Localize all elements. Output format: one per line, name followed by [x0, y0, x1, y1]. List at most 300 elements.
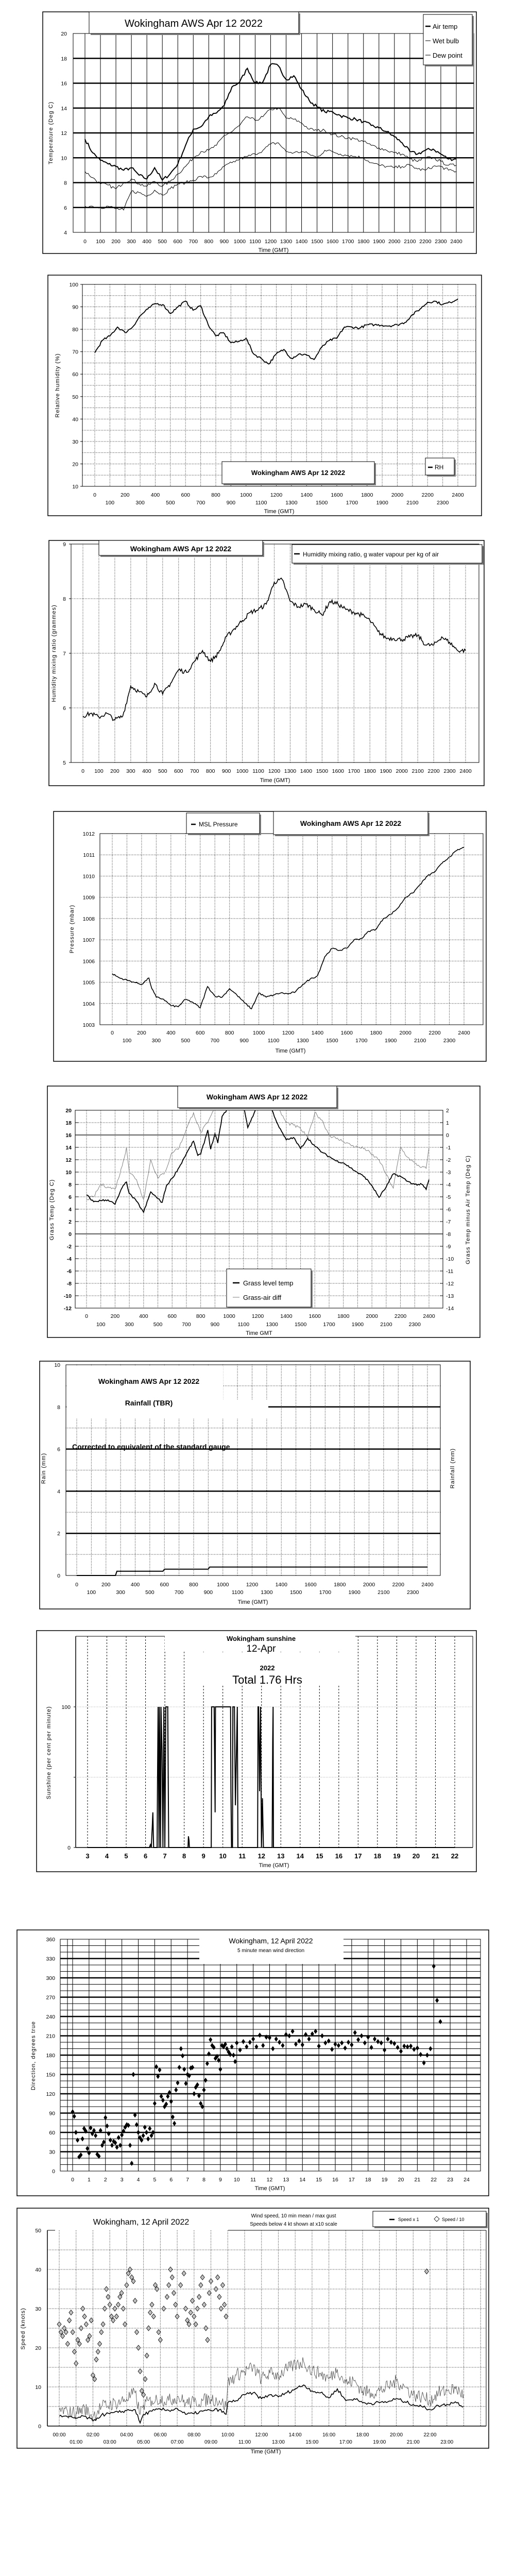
x-tick-label: 1000 [240, 492, 252, 498]
x-tick-label: 400 [166, 1030, 176, 1036]
x-tick-label: 3 [85, 1852, 90, 1860]
x-tick-label: 0 [83, 239, 87, 245]
y-right-tick-label: -7 [446, 1219, 451, 1225]
chart-date: 12-Apr [246, 1643, 276, 1654]
x-tick-label: 1200 [264, 239, 277, 245]
x-tick-label: 400 [142, 768, 151, 774]
y-tick-label: 180 [46, 2053, 55, 2059]
x-tick-label: 1900 [385, 1038, 397, 1044]
x-tick-label: 6 [169, 2177, 173, 2183]
y-tick-label: 6 [64, 205, 67, 211]
x-tick-label: 1100 [237, 1321, 250, 1328]
grass-temperature-chart [47, 1086, 480, 1337]
x-tick-label: 2100 [411, 768, 424, 774]
y-tick-label: 360 [46, 1937, 55, 1943]
x-tick-label: 300 [126, 768, 135, 774]
x-tick-label: 8 [182, 1852, 186, 1860]
y-tick-label: 270 [46, 1994, 55, 2001]
x-tick-label: 22 [431, 2177, 437, 2183]
x-tick-label: 13:00 [271, 2439, 285, 2445]
x-tick-label: 2000 [366, 1313, 378, 1319]
x-tick-label: 18:00 [356, 2432, 369, 2438]
x-tick-label: 1500 [311, 239, 323, 245]
y-axis-label: Pressure (mbar) [69, 904, 75, 954]
chart-title: Wokingham AWS Apr 12 2022 [98, 1377, 200, 1385]
chart-title: Wokingham AWS Apr 12 2022 [206, 1093, 308, 1101]
y-right-tick-label: -6 [446, 1207, 451, 1213]
y-tick-label: 6 [68, 1194, 72, 1200]
y-tick-label: 18 [61, 56, 67, 62]
x-tick-label: 2200 [421, 492, 434, 498]
y-tick-label: 2 [68, 1219, 72, 1225]
x-tick-label: 400 [139, 1313, 148, 1319]
x-axis-label: Time (GMT) [259, 1862, 289, 1869]
x-tick-label: 21 [414, 2177, 421, 2183]
y-tick-label: 20 [65, 1108, 72, 1114]
chart-annotation: Corrected to equivalent of the standard gauge [72, 1443, 230, 1451]
x-tick-label: 500 [153, 1321, 163, 1328]
x-tick-label: 200 [111, 239, 121, 245]
y-tick-label: 1009 [82, 894, 95, 901]
x-tick-label: 4 [136, 2177, 140, 2183]
x-tick-label: 2400 [459, 768, 472, 774]
x-tick-label: 6 [143, 1852, 148, 1860]
x-tick-label: 20 [412, 1852, 420, 1860]
y-tick-label: 10 [54, 1362, 60, 1368]
y-tick-label: 8 [68, 1182, 72, 1188]
x-tick-label: 400 [130, 1582, 140, 1588]
y-tick-label: 9 [63, 541, 66, 548]
x-tick-label: 300 [125, 1321, 134, 1328]
chart-title: Wokingham, 12 April 2022 [93, 2218, 190, 2227]
x-tick-label: 700 [210, 1038, 219, 1044]
x-axis-label: Time (GMT) [254, 2185, 285, 2192]
x-tick-label: 2000 [396, 768, 408, 774]
x-tick-label: 24 [464, 2177, 470, 2183]
x-tick-label: 06:00 [153, 2432, 167, 2438]
y-axis-label: Relative humidity (%) [55, 353, 61, 418]
x-tick-label: 1300 [285, 500, 298, 506]
y-tick-label: 100 [61, 1704, 71, 1710]
x-tick-label: 21:00 [406, 2439, 420, 2445]
x-tick-label: 700 [174, 1589, 184, 1596]
x-axis-label: Time GMT [246, 1330, 272, 1336]
y-tick-label: 14 [65, 1145, 72, 1151]
x-tick-label: 11 [250, 2177, 256, 2183]
y-tick-label: 30 [72, 438, 78, 445]
x-tick-label: 2100 [380, 1321, 392, 1328]
y-tick-label: -8 [66, 1281, 72, 1287]
x-tick-label: 1600 [326, 239, 339, 245]
x-tick-label: 1900 [376, 500, 388, 506]
x-tick-label: 100 [87, 1589, 96, 1596]
y-tick-label: 1003 [82, 1022, 95, 1028]
y-tick-label: 8 [57, 1404, 60, 1411]
y-tick-label: -6 [66, 1268, 72, 1275]
x-tick-label: 11:00 [238, 2439, 251, 2445]
x-tick-label: 1000 [223, 1313, 235, 1319]
x-tick-label: 200 [110, 768, 119, 774]
x-tick-label: 14 [296, 1852, 304, 1860]
y-right-tick-label: -12 [446, 1281, 454, 1287]
x-tick-label: 1200 [251, 1313, 264, 1319]
x-tick-label: 600 [167, 1313, 177, 1319]
x-tick-label: 1400 [311, 1030, 324, 1036]
x-tick-label: 0 [85, 1313, 88, 1319]
y-tick-label: 20 [35, 2345, 41, 2351]
x-tick-label: 800 [205, 768, 215, 774]
y-right-axis-label: Grass Temp minus Air Temp (Deg C) [465, 1155, 471, 1264]
y-right-tick-label: 1 [446, 1120, 449, 1126]
x-tick-label: 0 [111, 1030, 114, 1036]
y-right-tick-label: -11 [446, 1268, 454, 1275]
x-tick-label: 1100 [255, 500, 267, 506]
x-tick-label: 4 [105, 1852, 109, 1860]
x-tick-label: 300 [127, 239, 136, 245]
x-tick-label: 18 [365, 2177, 371, 2183]
legend-label: Grass-air diff [243, 1294, 282, 1301]
x-tick-label: 1200 [282, 1030, 295, 1036]
x-tick-label: 14 [299, 2177, 306, 2183]
y-axis-label: Speed (knots) [20, 2308, 26, 2350]
x-tick-label: 1000 [236, 768, 249, 774]
temperature-chart [43, 12, 476, 253]
x-tick-label: 2400 [452, 492, 464, 498]
y-right-tick-label: -8 [446, 1231, 451, 1238]
x-tick-label: 17 [349, 2177, 355, 2183]
x-tick-label: 1400 [275, 1582, 287, 1588]
x-tick-label: 0 [75, 1582, 78, 1588]
y-right-tick-label: -14 [446, 1306, 454, 1312]
legend-label: Humidity mixing ratio, g water vapour per kg of air [303, 551, 439, 558]
x-tick-label: 16 [332, 2177, 338, 2183]
y-tick-label: 50 [35, 2228, 41, 2234]
x-tick-label: 9 [218, 2177, 222, 2183]
x-tick-label: 04:00 [120, 2432, 133, 2438]
x-tick-label: 300 [151, 1038, 161, 1044]
mixing-ratio-chart [49, 540, 484, 786]
y-tick-label: 4 [57, 1488, 60, 1495]
y-tick-label: 30 [49, 2149, 55, 2156]
x-tick-label: 2300 [443, 768, 456, 774]
x-tick-label: 700 [188, 239, 198, 245]
chart-subtitle: Rainfall (TBR) [125, 1399, 173, 1407]
y-tick-label: 7 [63, 651, 66, 657]
wind-speed-chart [17, 2208, 489, 2455]
y-tick-label: 70 [72, 349, 78, 355]
x-tick-label: 0 [93, 492, 96, 498]
legend-label: Dew point [433, 52, 462, 59]
x-tick-label: 10 [219, 1852, 227, 1860]
x-tick-label: 12 [258, 1852, 265, 1860]
x-tick-label: 200 [120, 492, 130, 498]
legend-label: RH [435, 464, 444, 471]
x-tick-label: 19 [381, 2177, 388, 2183]
y-tick-label: 0 [38, 2424, 41, 2430]
rainfall-chart [40, 1361, 470, 1609]
x-tick-label: 900 [219, 239, 229, 245]
chart-subtitle: Speeds below 4 kt shown at x10 scale [250, 2222, 337, 2227]
y-tick-label: 1008 [82, 916, 95, 922]
x-tick-label: 1700 [346, 500, 358, 506]
x-tick-label: 2100 [377, 1589, 390, 1596]
y-tick-label: 6 [63, 705, 66, 711]
x-tick-label: 19:00 [373, 2439, 386, 2445]
pressure-chart [54, 811, 486, 1061]
x-tick-label: 1400 [295, 239, 308, 245]
x-tick-label: 900 [239, 1038, 249, 1044]
legend-label: Speed x 1 [398, 2217, 419, 2222]
legend-label: Wet bulb [433, 37, 459, 45]
y-tick-label: 10 [72, 484, 78, 490]
x-tick-label: 100 [94, 768, 104, 774]
x-tick-label: 08:00 [187, 2432, 201, 2438]
x-tick-label: 13 [277, 1852, 285, 1860]
y-tick-label: 10 [65, 1170, 72, 1176]
y-tick-label: 12 [61, 130, 67, 137]
x-tick-label: 1400 [300, 768, 313, 774]
x-tick-label: 1500 [294, 1321, 307, 1328]
y-tick-label: 150 [46, 2072, 55, 2078]
x-tick-label: 20 [398, 2177, 404, 2183]
x-tick-label: 400 [142, 239, 151, 245]
y-tick-label: 10 [35, 2384, 41, 2391]
y-tick-label: 60 [49, 2130, 55, 2136]
y-tick-label: 20 [72, 461, 78, 468]
x-tick-label: 0 [81, 768, 84, 774]
y-tick-label: 6 [57, 1446, 60, 1453]
x-tick-label: 2400 [458, 1030, 470, 1036]
x-tick-label: 14:00 [288, 2432, 302, 2438]
x-tick-label: 23:00 [440, 2439, 454, 2445]
x-tick-label: 1300 [297, 1038, 309, 1044]
x-tick-label: 600 [174, 768, 183, 774]
x-tick-label: 1300 [280, 239, 293, 245]
chart-subtitle: 5 minute mean wind direction [237, 1948, 305, 1954]
x-tick-label: 1000 [233, 239, 246, 245]
y-right-tick-label: -9 [446, 1244, 451, 1250]
x-tick-label: 800 [189, 1582, 198, 1588]
y-right-tick-label: 0 [446, 1132, 449, 1139]
x-tick-label: 22 [451, 1852, 459, 1860]
y-axis-label: Sunshine (per cent per minute) [46, 1706, 52, 1800]
x-tick-label: 05:00 [137, 2439, 150, 2445]
x-tick-label: 100 [122, 1038, 132, 1044]
x-tick-label: 900 [210, 1321, 220, 1328]
x-tick-label: 3 [120, 2177, 124, 2183]
x-tick-label: 03:00 [103, 2439, 116, 2445]
x-tick-label: 500 [158, 768, 167, 774]
x-tick-label: 23 [447, 2177, 453, 2183]
y-tick-label: -4 [66, 1256, 72, 1262]
y-tick-label: 4 [68, 1207, 72, 1213]
y-right-tick-label: -2 [446, 1157, 451, 1163]
x-tick-label: 200 [137, 1030, 146, 1036]
x-tick-label: 1800 [361, 492, 373, 498]
x-tick-label: 600 [195, 1030, 205, 1036]
chart-title: Wokingham sunshine [226, 1635, 296, 1642]
x-tick-label: 2100 [406, 500, 419, 506]
x-tick-label: 2200 [427, 768, 440, 774]
x-tick-label: 1900 [373, 239, 385, 245]
x-tick-label: 1700 [355, 1038, 368, 1044]
x-tick-label: 1000 [217, 1582, 229, 1588]
x-tick-label: 0 [71, 2177, 74, 2183]
sunshine-chart [37, 1631, 476, 1872]
x-tick-label: 1800 [337, 1313, 350, 1319]
x-tick-label: 700 [190, 768, 199, 774]
x-tick-label: 1300 [266, 1321, 278, 1328]
x-tick-label: 5 [153, 2177, 157, 2183]
x-tick-label: 1500 [316, 768, 329, 774]
x-tick-label: 800 [225, 1030, 234, 1036]
y-tick-label: 1004 [82, 1001, 95, 1007]
sunshine-total: Total 1.76 Hrs [232, 1673, 302, 1686]
y-tick-label: 1010 [82, 873, 95, 880]
x-tick-label: 17:00 [339, 2439, 352, 2445]
x-tick-label: 13 [283, 2177, 289, 2183]
y-right-tick-label: -4 [446, 1182, 451, 1188]
x-tick-label: 15 [316, 1852, 323, 1860]
y-tick-label: 20 [61, 31, 67, 37]
x-tick-label: 09:00 [204, 2439, 218, 2445]
y-tick-label: 80 [72, 327, 78, 333]
y-right-tick-label: 2 [446, 1108, 449, 1114]
x-tick-label: 2300 [408, 1321, 421, 1328]
y-tick-label: 120 [46, 2091, 55, 2097]
legend-label: MSL Pressure [199, 821, 238, 828]
x-tick-label: 1700 [323, 1321, 335, 1328]
y-axis-label: Humidity mixing ratio (grammes) [51, 604, 57, 702]
y-tick-label: 300 [46, 1975, 55, 1981]
y-tick-label: 12 [65, 1157, 72, 1163]
x-tick-label: 1800 [364, 768, 376, 774]
y-axis-label: Direction, degrees true [30, 2021, 37, 2091]
x-tick-label: 02:00 [86, 2432, 99, 2438]
y-tick-label: 90 [72, 304, 78, 311]
y-tick-label: 60 [72, 371, 78, 378]
y-tick-label: 1007 [82, 937, 95, 944]
x-tick-label: 1 [87, 2177, 91, 2183]
x-tick-label: 1500 [289, 1589, 302, 1596]
chart-title: Wokingham AWS Apr 12 2022 [251, 469, 346, 477]
x-tick-label: 800 [196, 1313, 205, 1319]
x-tick-label: 15 [316, 2177, 322, 2183]
y-right-tick-label: -10 [446, 1256, 454, 1262]
y-right-axis-label: Rainfall (mm) [450, 1448, 456, 1489]
y-tick-label: 16 [61, 80, 67, 87]
x-tick-label: 500 [145, 1589, 154, 1596]
y-tick-label: 8 [63, 596, 66, 602]
chart-year: 2022 [260, 1664, 275, 1672]
x-tick-label: 2300 [436, 500, 449, 506]
x-tick-label: 1400 [280, 1313, 293, 1319]
legend-label: Speed / 10 [442, 2217, 465, 2222]
x-tick-label: 07:00 [170, 2439, 184, 2445]
x-tick-label: 2000 [388, 239, 401, 245]
x-tick-label: 5 [124, 1852, 128, 1860]
x-tick-label: 12:00 [255, 2432, 268, 2438]
y-tick-label: 10 [61, 155, 67, 162]
x-tick-label: 2200 [419, 239, 432, 245]
x-tick-label: 1300 [284, 768, 297, 774]
x-tick-label: 20:00 [390, 2432, 403, 2438]
y-tick-label: 1012 [82, 831, 95, 837]
x-tick-label: 300 [135, 500, 145, 506]
x-tick-label: 8 [202, 2177, 205, 2183]
x-tick-label: 2400 [450, 239, 462, 245]
y-tick-label: -2 [66, 1244, 72, 1250]
y-tick-label: -10 [63, 1293, 72, 1299]
x-tick-label: 600 [173, 239, 183, 245]
x-tick-label: 00:00 [53, 2432, 66, 2438]
x-tick-label: 1200 [268, 768, 281, 774]
x-tick-label: 1600 [308, 1313, 321, 1319]
x-tick-label: 12 [266, 2177, 273, 2183]
x-tick-label: 1100 [249, 239, 261, 245]
y-tick-label: 0 [57, 1573, 60, 1579]
x-tick-label: 2100 [404, 239, 416, 245]
y-tick-label: 0 [68, 1231, 72, 1238]
x-axis-label: Time (GMT) [260, 777, 290, 784]
wind-direction-chart [17, 1930, 489, 2196]
x-tick-label: 7 [163, 1852, 167, 1860]
x-tick-label: 300 [116, 1589, 125, 1596]
x-axis-label: Time (GMT) [264, 509, 295, 515]
y-tick-label: 14 [61, 105, 67, 112]
x-tick-label: 1600 [331, 492, 343, 498]
x-tick-label: 1800 [370, 1030, 382, 1036]
humidity-chart [48, 275, 482, 516]
x-axis-label: Time (GMT) [250, 2449, 281, 2455]
x-tick-label: 100 [96, 239, 105, 245]
x-tick-label: 1800 [357, 239, 370, 245]
y-axis-label: Temperature (Deg C) [48, 101, 54, 165]
x-tick-label: 9 [201, 1852, 205, 1860]
legend-label: Grass level temp [243, 1279, 294, 1287]
x-tick-label: 1600 [332, 768, 345, 774]
chart-title: Wokingham AWS Apr 12 2022 [130, 545, 232, 553]
x-tick-label: 800 [211, 492, 220, 498]
x-tick-label: 22:00 [423, 2432, 437, 2438]
x-tick-label: 2200 [392, 1582, 404, 1588]
x-tick-label: 900 [221, 768, 231, 774]
y-tick-label: 8 [64, 180, 67, 187]
y-tick-label: 40 [72, 416, 78, 423]
x-tick-label: 600 [181, 492, 191, 498]
x-tick-label: 1100 [231, 1589, 244, 1596]
x-tick-label: 16:00 [322, 2432, 336, 2438]
y-tick-label: 40 [35, 2267, 41, 2273]
y-tick-label: 2 [57, 1531, 60, 1537]
x-tick-label: 500 [158, 239, 167, 245]
x-tick-label: 2 [104, 2177, 107, 2183]
x-tick-label: 700 [182, 1321, 191, 1328]
x-tick-label: 200 [101, 1582, 111, 1588]
y-tick-label: 90 [49, 2110, 55, 2117]
y-tick-label: 1006 [82, 958, 95, 965]
y-tick-label: 1011 [83, 852, 95, 859]
x-tick-label: 600 [160, 1582, 169, 1588]
x-tick-label: 7 [186, 2177, 190, 2183]
y-right-tick-label: -3 [446, 1170, 451, 1176]
x-tick-label: 800 [204, 239, 214, 245]
x-tick-label: 21 [432, 1852, 439, 1860]
y-right-tick-label: -1 [446, 1145, 451, 1151]
x-tick-label: 1400 [300, 492, 313, 498]
y-tick-label: 18 [65, 1120, 72, 1126]
y-tick-label: 50 [72, 394, 78, 400]
